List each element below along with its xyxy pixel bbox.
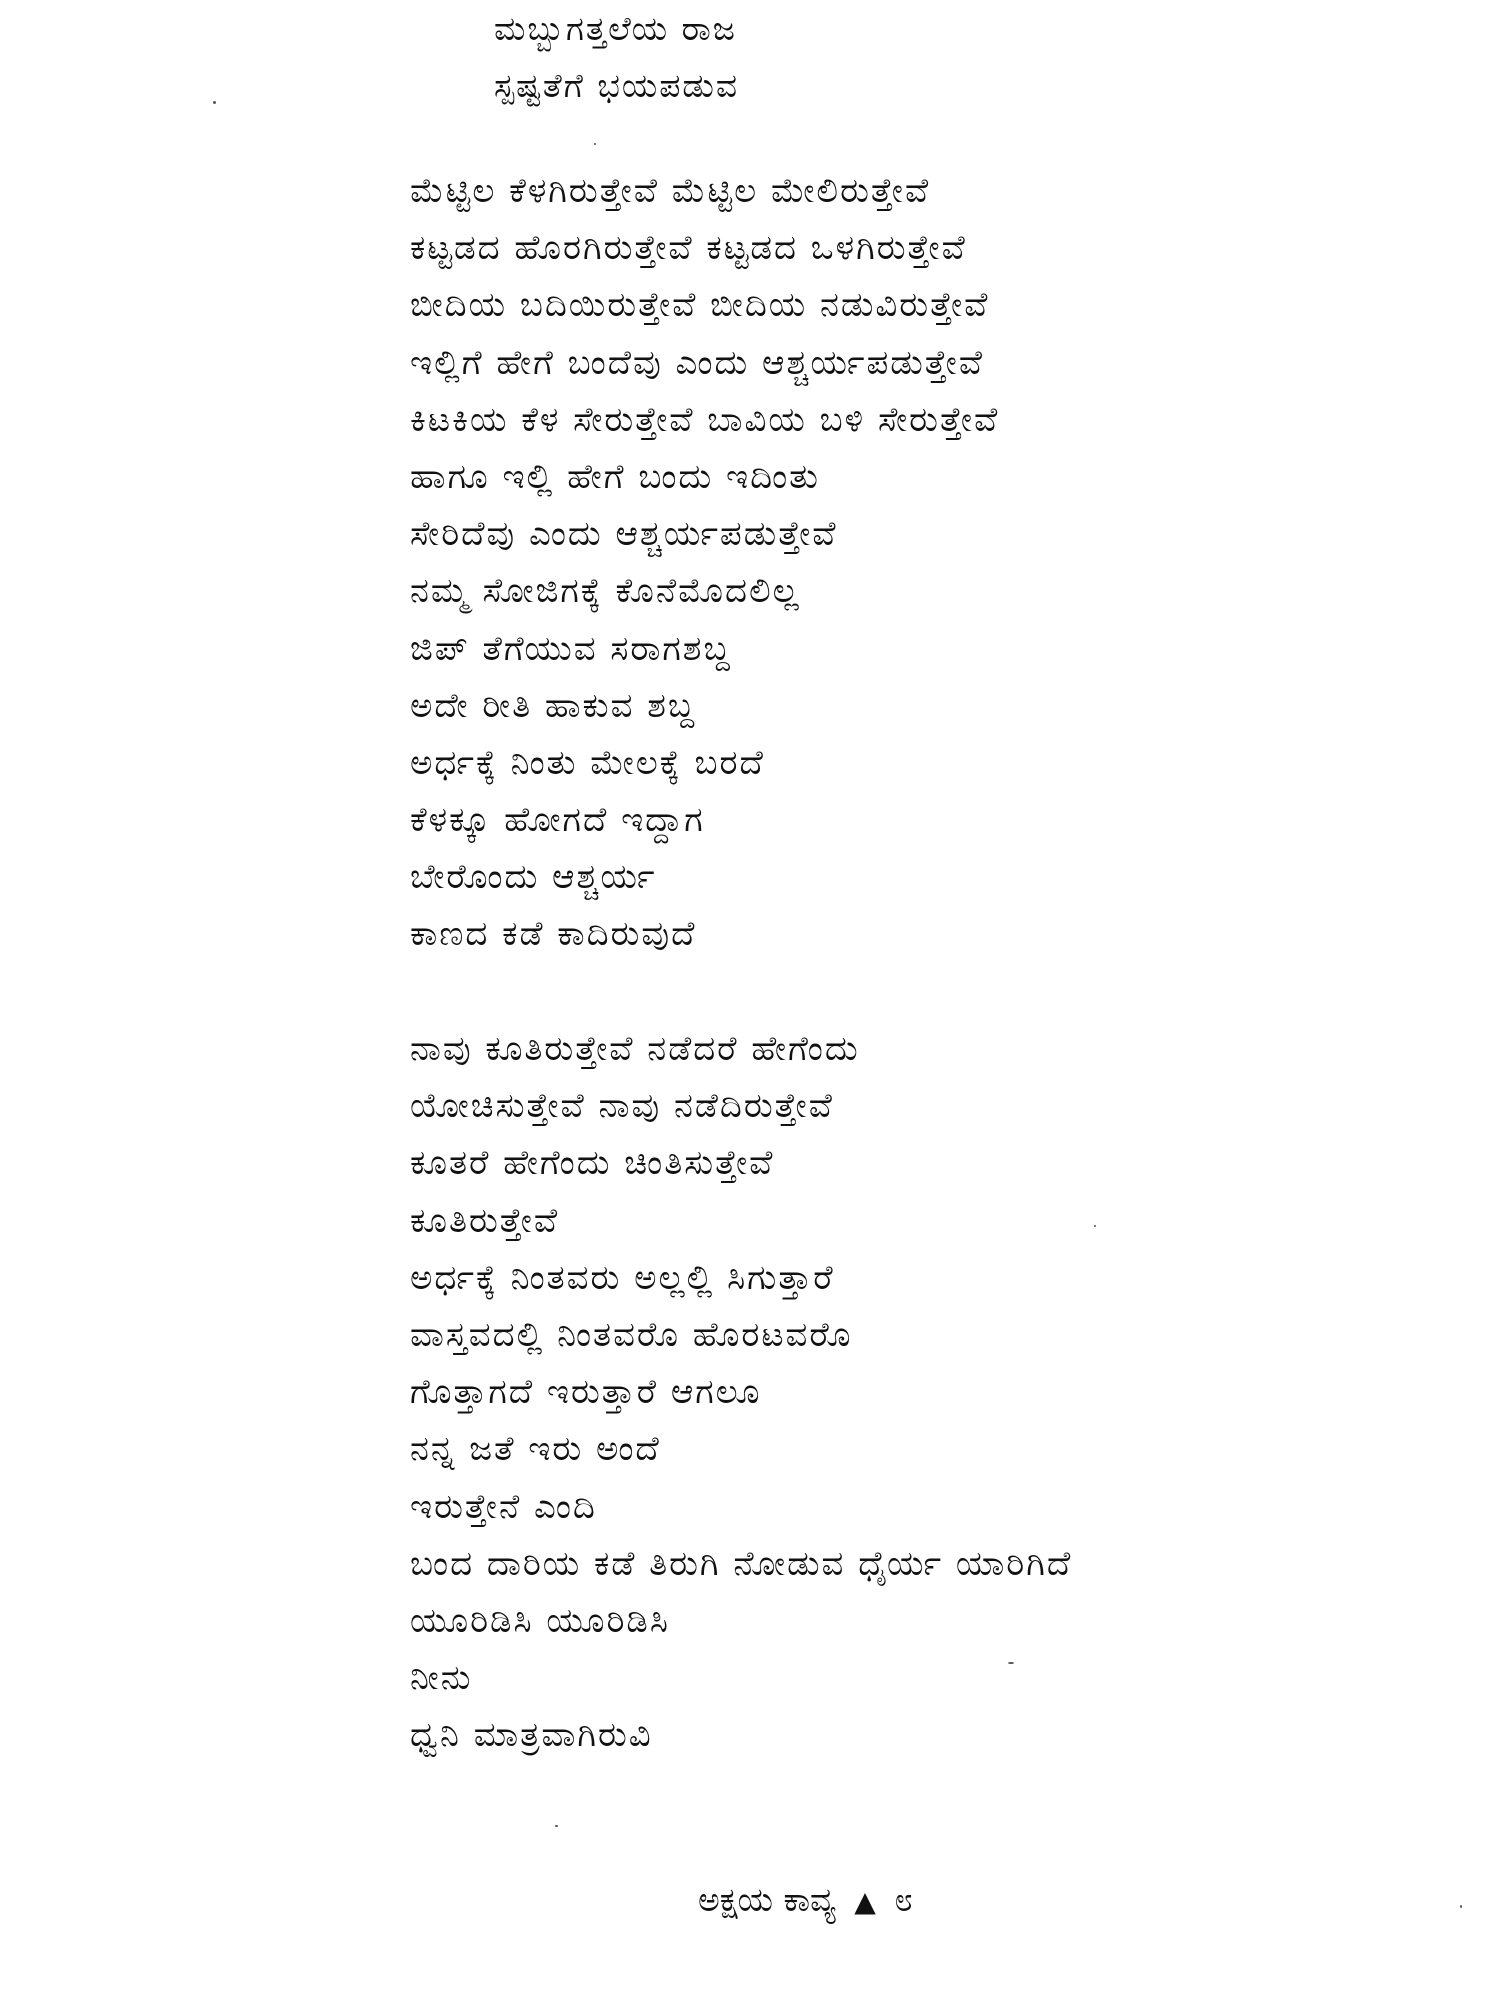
poem-line: ನಮ್ಮ ಸೋಜಿಗಕ್ಕೆ ಕೊನೆಮೊದಲಿಲ್ಲ [410,571,801,612]
poem-line: ಮೆಟ್ಟಿಲ ಕೆಳಗಿರುತ್ತೇವೆ ಮೆಟ್ಟಿಲ ಮೇಲಿರುತ್ತೇವೆ [410,171,931,211]
scan-speck [555,1825,558,1827]
poem-line: ನನ್ನ ಜತೆ ಇರು ಅಂದೆ [410,1429,661,1470]
poem-line: ಬೇರೊಂದು ಆಶ್ಚರ್ಯ [410,857,657,898]
poem-line: ಕೆಳಕ್ಕೂ ಹೋಗದೆ ಇದ್ದಾಗ [410,800,705,841]
stanza-2 [410,1021,1410,1764]
stanza-1 [410,163,1410,964]
scan-speck [1460,1905,1462,1908]
header-line-2: ಸ್ಪಷ್ಟತೆಗೆ ಭಯಪಡುವ [494,66,740,105]
poem-line: ಸೇರಿದೆವು ಎಂದು ಆಶ್ಚರ್ಯಪಡುತ್ತೇವೆ [410,514,838,555]
poem-header [494,0,1094,114]
poem-line: ನಾವು ಕೂತಿರುತ್ತೇವೆ ನಡೆದರೆ ಹೇಗೆಂದು [410,1029,860,1069]
poem-line: ಯೋಚಿಸುತ್ತೇವೆ ನಾವು ನಡೆದಿರುತ್ತೇವೆ [410,1086,834,1127]
poem-line: ಕೂತರೆ ಹೇಗೆಂದು ಚಿಂತಿಸುತ್ತೇವೆ [410,1143,775,1184]
page-footer [698,1876,913,1926]
poem-line: ಇಲ್ಲಿಗೆ ಹೇಗೆ ಬಂದೆವು ಎಂದು ಆಶ್ಚರ್ಯಪಡುತ್ತೇವೆ [410,342,985,383]
poem-line: ಯೂರಿಡಿಸಿ ಯೂರಿಡಿಸಿ [410,1600,670,1641]
poem-line: ಜಿಪ್ ತೆಗೆಯುವ ಸರಾಗಶಬ್ದ [410,628,732,669]
book-title: ಅಕ್ಷಯ ಕಾವ್ಯ [698,1880,836,1919]
poem-line: ನೀನು [410,1658,473,1699]
poem-line: ಕಟ್ಟಡದ ಹೊರಗಿರುತ್ತೇವೆ ಕಟ್ಟಡದ ಒಳಗಿರುತ್ತೇವೆ [410,228,967,269]
poem-line: ಧ್ವನಿ ಮಾತ್ರವಾಗಿರುವಿ [410,1715,653,1756]
poem-line: ವಾಸ್ತವದಲ್ಲಿ ನಿಂತವರೊ ಹೊರಟವರೊ [410,1314,853,1355]
page-number: ೮ [894,1880,913,1919]
scan-speck [594,143,596,145]
poem-line: ಕಿಟಕಿಯ ಕೆಳ ಸೇರುತ್ತೇವೆ ಬಾವಿಯ ಬಳಿ ಸೇರುತ್ತೇವೆ [410,399,1000,440]
poem-line: ಇರುತ್ತೇನೆ ಎಂದಿ [410,1486,597,1527]
poem-line: ಅದೇ ರೀತಿ ಹಾಕುವ ಶಬ್ದ [410,685,696,726]
scan-speck [1008,1662,1014,1664]
poem-line: ಕೂತಿರುತ್ತೇವೆ [410,1200,560,1241]
triangle-separator-icon: ▲ [854,1885,876,1918]
poem-line: ಕಾಣದ ಕಡೆ ಕಾದಿರುವುದೆ [410,914,697,955]
poem-line: ಅರ್ಧಕ್ಕೆ ನಿಂತವರು ಅಲ್ಲಲ್ಲಿ ಸಿಗುತ್ತಾರೆ [410,1257,835,1298]
poem-line: ಹಾಗೂ ಇಲ್ಲಿ ಹೇಗೆ ಬಂದು ಇದಿಂತು [410,456,820,497]
header-line-1: ಮಬ್ಬುಗತ್ತಲೆಯ ರಾಜ [494,9,737,48]
poem-line: ಗೊತ್ತಾಗದೆ ಇರುತ್ತಾರೆ ಆಗಲೂ [410,1372,762,1413]
scan-speck [1094,1225,1096,1227]
poem-line: ಬಂದ ದಾರಿಯ ಕಡೆ ತಿರುಗಿ ನೋಡುವ ಧೈರ್ಯ ಯಾರಿಗಿದೆ [410,1543,1073,1584]
poem-line: ಅರ್ಧಕ್ಕೆ ನಿಂತು ಮೇಲಕ್ಕೆ ಬರದೆ [410,742,765,783]
scan-speck [213,101,216,104]
poem-line: ಬೀದಿಯ ಬದಿಯಿರುತ್ತೇವೆ ಬೀದಿಯ ನಡುವಿರುತ್ತೇವೆ [410,285,990,326]
